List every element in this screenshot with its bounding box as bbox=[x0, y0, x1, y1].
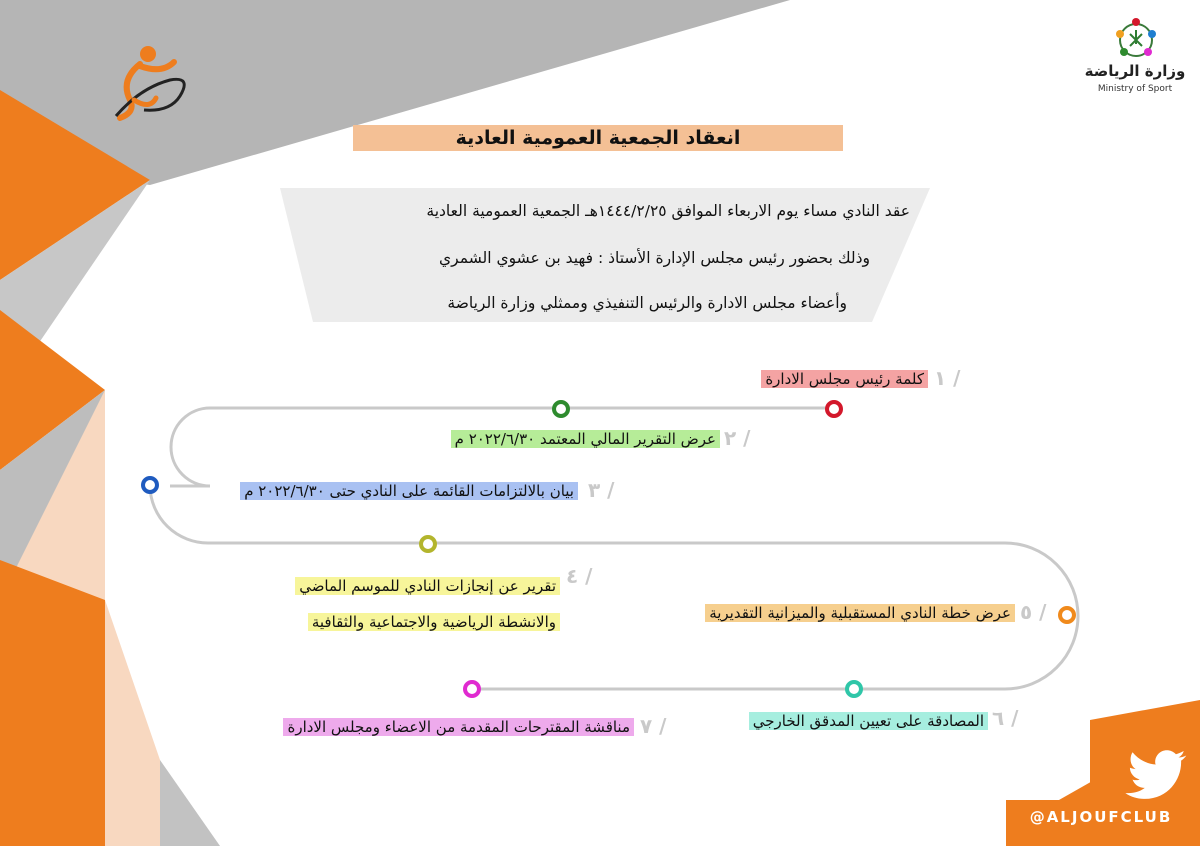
agenda-dot-1 bbox=[827, 402, 841, 416]
ministry-logo bbox=[1080, 12, 1190, 102]
bg-orange-lower bbox=[0, 560, 105, 846]
agenda-item-1 bbox=[761, 368, 928, 390]
agenda-dot-7 bbox=[465, 682, 479, 696]
agenda-item-6 bbox=[749, 710, 988, 732]
bg-peach-lower bbox=[105, 600, 160, 846]
ministry-name-ar: وزارة الرياضة bbox=[1084, 62, 1186, 80]
twitter-handle[interactable]: @ALJOUFCLUB bbox=[1029, 808, 1173, 826]
agenda-item-5-text: عرض خطة النادي المستقبلية والميزانية التقديرية bbox=[705, 604, 1015, 622]
intro-line-2: وذلك بحضور رئيس مجلس الإدارة الأستاذ : فهيد بن عشوي الشمري bbox=[439, 249, 870, 267]
intro-line-1: عقد النادي مساء يوم الاربعاء الموافق ١٤٤٤/٢/٢٥هـ الجمعية العمومية العادية bbox=[426, 202, 910, 220]
agenda-item-4-text-2: والانشطة الرياضية والاجتماعية والثقافية bbox=[308, 613, 560, 631]
agenda-number-6: ٦ / bbox=[992, 706, 1019, 730]
agenda-item-1-text: كلمة رئيس مجلس الادارة bbox=[761, 370, 928, 388]
agenda-number-5: ٥ / bbox=[1020, 600, 1047, 624]
ministry-emblem-icon bbox=[1080, 12, 1190, 64]
agenda-number-2: ٢ / bbox=[724, 426, 751, 450]
agenda-item-2-text: عرض التقرير المالي المعتمد ٢٠٢٢/٦/٣٠ م bbox=[451, 430, 720, 448]
agenda-item-4 bbox=[295, 568, 560, 640]
agenda-dot-6 bbox=[847, 682, 861, 696]
agenda-number-3: ٣ / bbox=[588, 478, 615, 502]
agenda-dot-4 bbox=[421, 537, 435, 551]
agenda-dot-3 bbox=[143, 478, 157, 492]
page-title: انعقاد الجمعية العمومية العادية bbox=[455, 127, 741, 149]
agenda-dot-5 bbox=[1060, 608, 1074, 622]
agenda-item-3-text: بيان بالالتزامات القائمة على النادي حتى ٢٠٢٢/٦/٣٠ م bbox=[240, 482, 578, 500]
agenda-number-7: ٧ / bbox=[640, 714, 667, 738]
timeline-path bbox=[150, 408, 1078, 689]
bg-top-gray-band bbox=[0, 0, 790, 185]
agenda-item-6-text: المصادقة على تعيين المدقق الخارجي bbox=[749, 712, 988, 730]
agenda-dot-2 bbox=[554, 402, 568, 416]
bg-gray-bottom bbox=[160, 760, 220, 846]
agenda-item-4-text: تقرير عن إنجازات النادي للموسم الماضي bbox=[295, 577, 560, 595]
ministry-name-en: Ministry of Sport bbox=[1097, 84, 1173, 94]
agenda-item-2 bbox=[451, 428, 720, 450]
agenda-item-7-text: مناقشة المقترحات المقدمة من الاعضاء ومجلس الادارة bbox=[283, 718, 634, 736]
agenda-item-3 bbox=[240, 480, 578, 502]
intro-line-3: وأعضاء مجلس الادارة والرئيس التنفيذي وممثلي وزارة الرياضة bbox=[447, 294, 847, 312]
agenda-number-4: ٤ / bbox=[566, 564, 593, 588]
agenda-number-1: ١ / bbox=[934, 366, 961, 390]
agenda-item-5 bbox=[705, 602, 1015, 624]
agenda-item-7 bbox=[283, 716, 634, 738]
